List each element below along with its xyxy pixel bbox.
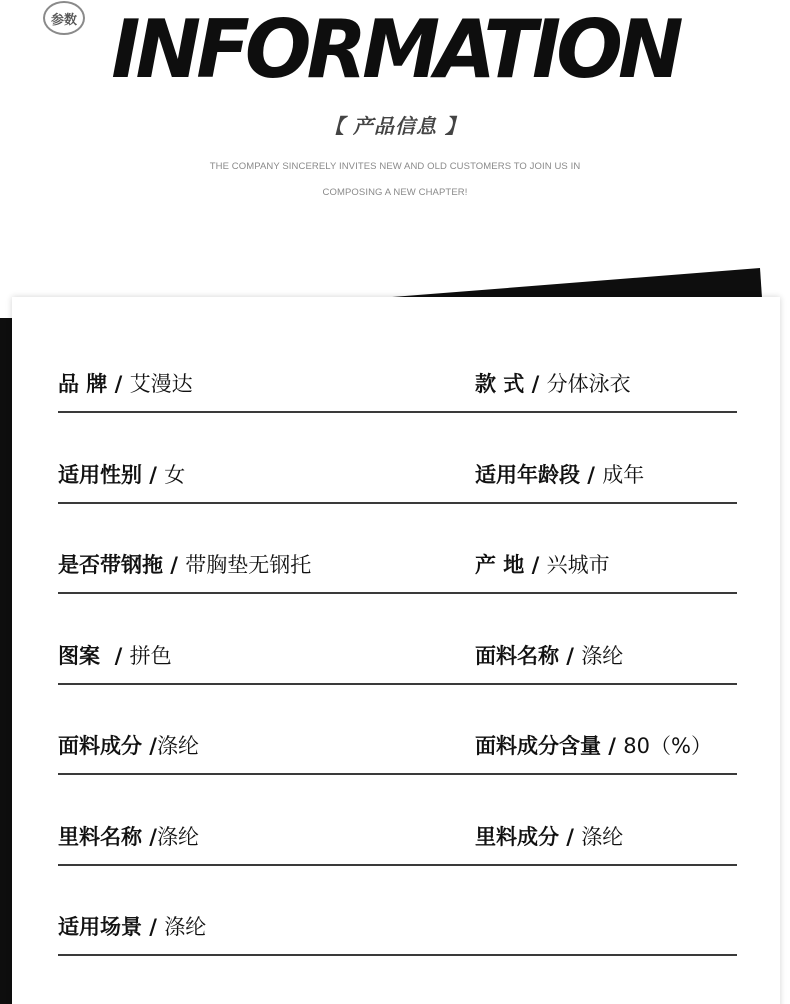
spec-separator: / xyxy=(142,734,157,758)
spec-item xyxy=(58,552,311,578)
spec-label: 适用场景 xyxy=(58,915,142,939)
tagline-line-2: COMPOSING A NEW CHAPTER! xyxy=(322,187,468,198)
spec-separator: / xyxy=(142,915,165,939)
spec-divider xyxy=(58,864,475,866)
spec-divider xyxy=(58,773,475,775)
spec-label: 面料名称 xyxy=(475,643,559,668)
spec-separator: / xyxy=(580,462,603,487)
spec-value: 艾漫达 xyxy=(129,372,193,396)
spec-label: 里料名称 xyxy=(58,824,142,849)
spec-separator: / xyxy=(100,643,130,668)
spec-item xyxy=(58,462,185,488)
spec-separator: / xyxy=(142,824,157,849)
spec-label: 是否带钢拖 xyxy=(58,553,163,577)
spec-item xyxy=(475,462,644,488)
spec-value: 涤纶 xyxy=(581,824,624,849)
top-right-black-wedge xyxy=(380,268,762,298)
spec-divider xyxy=(58,502,475,504)
params-badge: 参数 xyxy=(43,1,85,35)
spec-label: 适用年龄段 xyxy=(475,462,580,487)
spec-value: 拼色 xyxy=(129,643,172,668)
spec-label: 面料成分含量 xyxy=(475,734,601,758)
spec-item xyxy=(58,824,199,850)
spec-label: 产 地 xyxy=(475,553,525,577)
spec-value: 涤纶 xyxy=(156,734,199,758)
spec-divider xyxy=(58,592,475,594)
spec-value: 分体泳衣 xyxy=(546,372,631,396)
tagline-line-1: THE COMPANY SINCERELY INVITES NEW AND OLD CUSTOMERS TO JOIN US IN xyxy=(209,161,581,172)
spec-divider xyxy=(475,864,737,866)
spec-divider xyxy=(475,773,737,775)
spec-item xyxy=(58,643,172,669)
spec-value: 带胸垫无钢托 xyxy=(185,553,312,577)
spec-label: 图案 xyxy=(58,643,100,668)
spec-divider xyxy=(475,683,737,685)
spec-label: 款 式 xyxy=(475,372,525,396)
spec-value: 涤纶 xyxy=(156,824,199,849)
spec-separator: / xyxy=(524,372,547,396)
page-title: INFORMATION xyxy=(111,3,679,96)
spec-value: 80（%） xyxy=(623,734,712,758)
spec-label: 适用性别 xyxy=(58,462,142,487)
spec-item xyxy=(58,914,206,940)
spec-separator: / xyxy=(559,643,582,668)
spec-divider xyxy=(475,502,737,504)
spec-item xyxy=(58,733,199,759)
spec-separator: / xyxy=(107,372,130,396)
spec-label: 品 牌 xyxy=(58,372,108,396)
spec-value: 涤纶 xyxy=(581,643,624,668)
spec-item xyxy=(58,371,193,397)
spec-separator: / xyxy=(142,462,165,487)
spec-value: 女 xyxy=(164,462,186,487)
spec-separator: / xyxy=(163,553,186,577)
page-subtitle: 【 产品信息 】 xyxy=(324,114,466,138)
spec-item xyxy=(475,733,712,759)
spec-separator: / xyxy=(559,824,582,849)
spec-value: 兴城市 xyxy=(546,553,610,577)
spec-item xyxy=(475,824,623,850)
spec-separator: / xyxy=(524,553,547,577)
spec-value: 成年 xyxy=(602,462,645,487)
spec-value: 涤纶 xyxy=(164,915,207,939)
spec-item xyxy=(475,371,631,397)
spec-label: 面料成分 xyxy=(58,734,142,758)
spec-divider xyxy=(58,411,475,413)
spec-item xyxy=(475,552,610,578)
spec-divider xyxy=(58,954,737,956)
spec-divider xyxy=(475,411,737,413)
spec-divider xyxy=(475,592,737,594)
spec-divider xyxy=(58,683,475,685)
spec-label: 里料成分 xyxy=(475,824,559,849)
spec-separator: / xyxy=(601,734,624,758)
spec-item xyxy=(475,643,623,669)
